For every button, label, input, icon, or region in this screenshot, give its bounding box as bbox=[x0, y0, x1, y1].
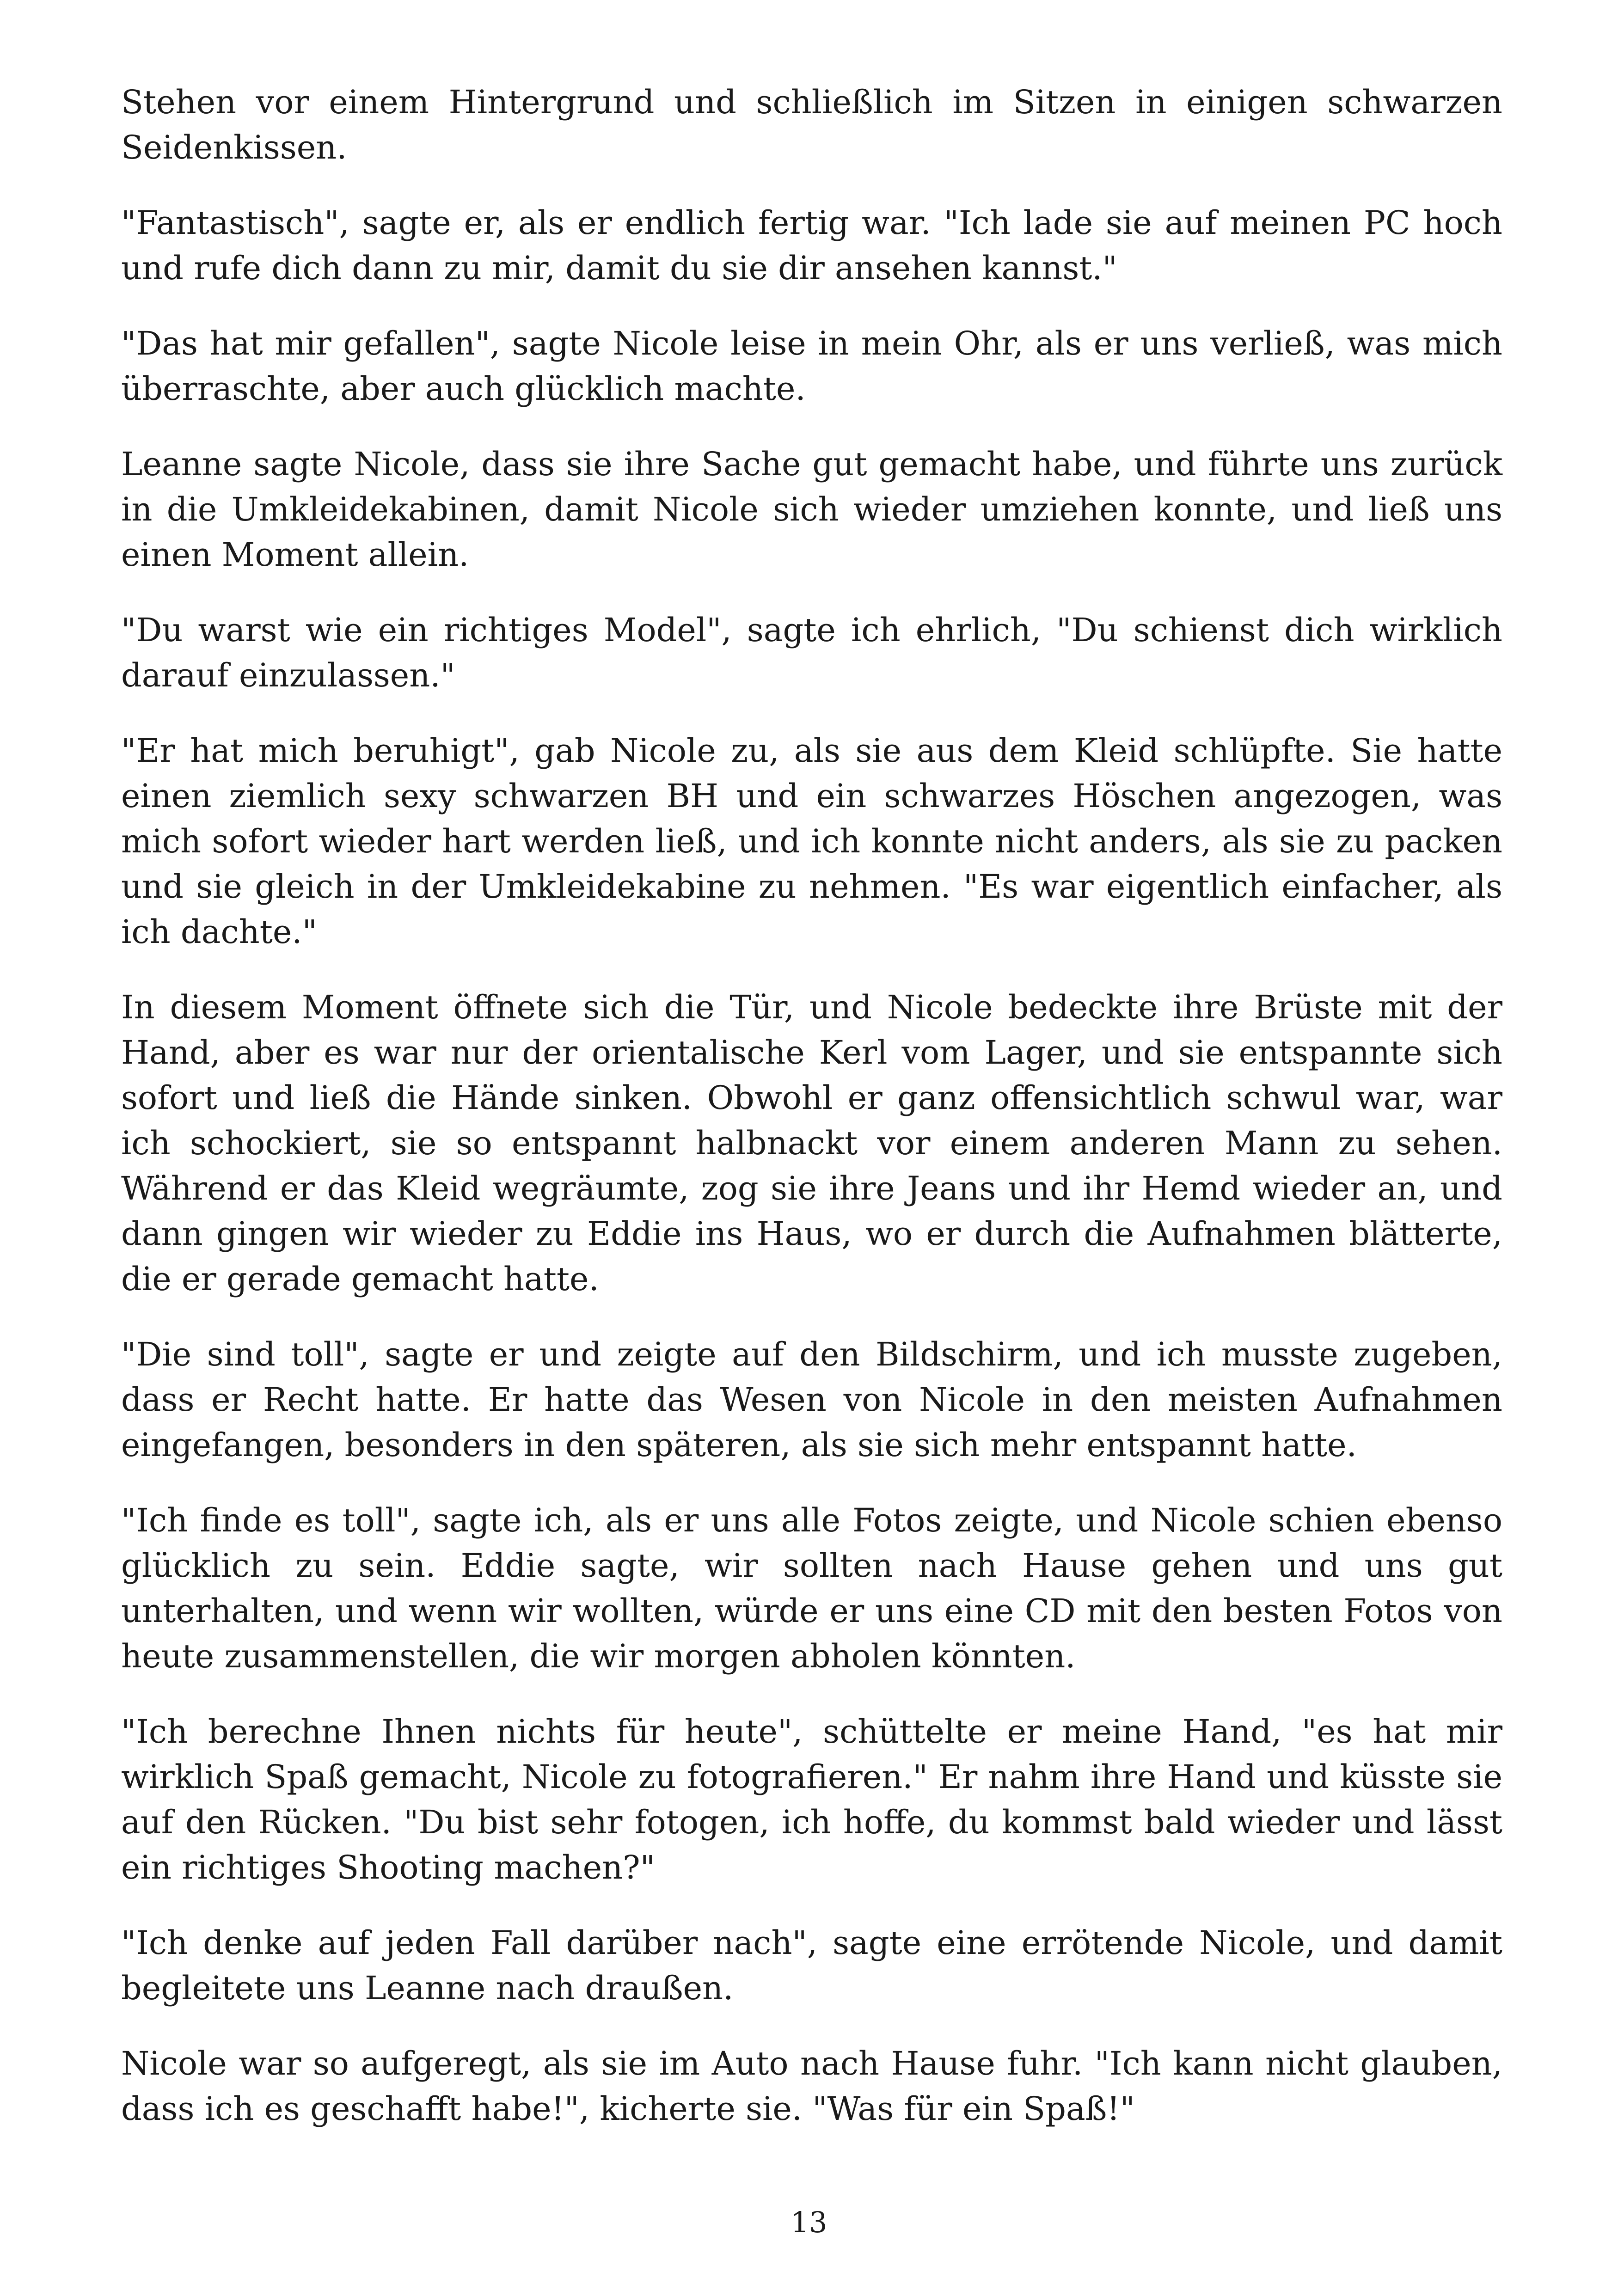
paragraph-3: "Das hat mir gefallen", sagte Nicole leise in mein Ohr, als er uns verließ, was mich überraschte, aber auch glücklich machte. bbox=[121, 325, 1502, 408]
paragraph-8: "Die sind toll", sagte er und zeigte auf den Bildschirm, und ich musste zugeben, dass er Recht hatte. Er hatte das Wesen von Nicole in den meisten Aufnahmen eingefangen, besonders in den späteren, als sie sich mehr entspannt hatte. bbox=[121, 1335, 1502, 1464]
paragraph-11: "Ich denke auf jeden Fall darüber nach", sagte eine errötende Nicole, und damit begleitete uns Leanne nach draußen. bbox=[121, 1924, 1502, 2007]
paragraph-4: Leanne sagte Nicole, dass sie ihre Sache gut gemacht habe, und führte uns zurück in die Umkleidekabinen, damit Nicole sich wieder umziehen konnte, und ließ uns einen Moment allein. bbox=[121, 445, 1502, 574]
paragraph-10: "Ich berechne Ihnen nichts für heute", schüttelte er meine Hand, "es hat mir wirklich Spaß gemacht, Nicole zu fotografieren." Er nahm ihre Hand und küsste sie auf den Rücken. "Du bist sehr fotogen, ich hoffe, du kommst bald wieder und lässt ein richtiges Shooting machen?" bbox=[121, 1713, 1502, 1886]
page-body bbox=[121, 80, 1502, 2161]
page-number: 13 bbox=[791, 2205, 827, 2239]
paragraph-12: Nicole war so aufgeregt, als sie im Auto nach Hause fuhr. "Ich kann nicht glauben, dass ich es geschafft habe!", kicherte sie. "Was für ein Spaß!" bbox=[121, 2045, 1502, 2128]
paragraph-9: "Ich finde es toll", sagte ich, als er uns alle Fotos zeigte, und Nicole schien ebenso glücklich zu sein. Eddie sagte, wir sollten nach Hause gehen und uns gut unterhalten, und wenn wir wollten, würde er uns eine CD mit den besten Fotos von heute zusammenstellen, die wir morgen abholen könnten. bbox=[121, 1501, 1502, 1675]
paragraph-2: "Fantastisch", sagte er, als er endlich fertig war. "Ich lade sie auf meinen PC hoch und rufe dich dann zu mir, damit du sie dir ansehen kannst." bbox=[121, 204, 1502, 287]
paragraph-7: In diesem Moment öffnete sich die Tür, und Nicole bedeckte ihre Brüste mit der Hand, aber es war nur der orientalische Kerl vom Lager, und sie entspannte sich sofort und ließ die Hände sinken. Obwohl er ganz offensichtlich schwul war, war ich schockiert, sie so entspannt halbnackt vor einem anderen Mann zu sehen. Während er das Kleid wegräumte, zog sie ihre Jeans und ihr Hemd wieder an, und dann gingen wir wieder zu Eddie ins Haus, wo er durch die Aufnahmen blätterte, die er gerade gemacht hatte. bbox=[121, 988, 1502, 1298]
paragraph-6: "Er hat mich beruhigt", gab Nicole zu, als sie aus dem Kleid schlüpfte. Sie hatte einen ziemlich sexy schwarzen BH und ein schwarzes Höschen angezogen, was mich sofort wieder hart werden ließ, und ich konnte nicht anders, als sie zu packen und sie gleich in der Umkleidekabine zu nehmen. "Es war eigentlich einfacher, als ich dachte." bbox=[121, 732, 1502, 951]
paragraph-1: Stehen vor einem Hintergrund und schließlich im Sitzen in einigen schwarzen Seidenkissen. bbox=[121, 83, 1502, 166]
paragraph-5: "Du warst wie ein richtiges Model", sagte ich ehrlich, "Du schienst dich wirklich darauf einzulassen." bbox=[121, 611, 1502, 694]
